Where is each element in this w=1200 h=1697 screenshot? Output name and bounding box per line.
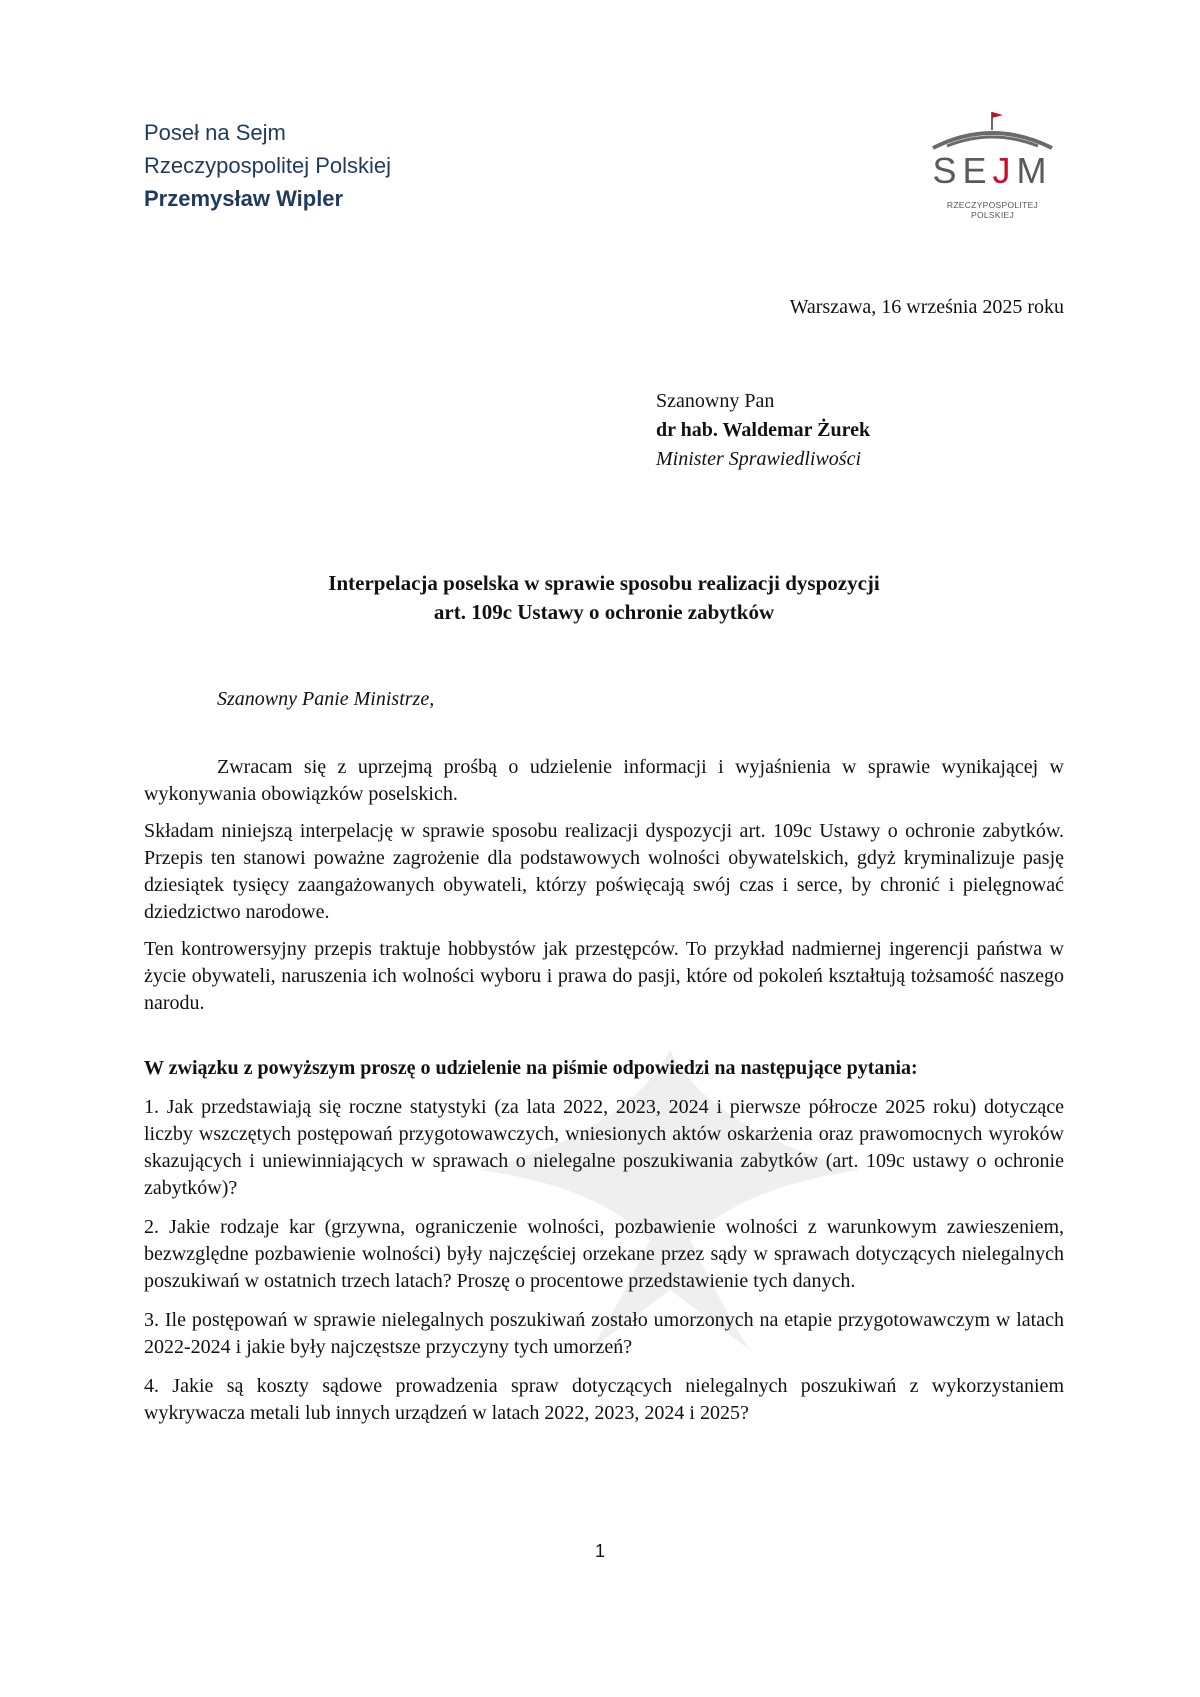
recipient-salutation: Szanowny Pan bbox=[656, 390, 775, 412]
sejm-logo bbox=[925, 110, 1060, 220]
sejm-logo-text bbox=[925, 150, 1060, 192]
sejm-logo-letters-left: SE bbox=[932, 150, 993, 191]
letter-date: Warszawa, 16 września 2025 roku bbox=[789, 296, 1064, 318]
letter-body bbox=[144, 754, 1064, 1439]
document-title bbox=[144, 569, 1064, 627]
sender-title: Poseł na Sejm bbox=[144, 120, 286, 145]
recipient-name: dr hab. Waldemar Żurek bbox=[656, 419, 871, 441]
paragraph-controversy: Ten kontrowersyjny przepis traktuje hobbystów jak przestępców. To przykład nadmiernej ingerencji państwa w życie obywateli, naruszenia ich wolności wyboru i prawa do pasji, które od pokoleń kształtują tożsamość naszego narodu. bbox=[144, 938, 1064, 1014]
title-line-2: art. 109c Ustawy o ochronie zabytków bbox=[433, 600, 775, 624]
sejm-logo-letter-red: J bbox=[992, 150, 1017, 191]
letter-salutation: Szanowny Panie Ministrze, bbox=[217, 688, 435, 710]
sejm-logo-icon bbox=[925, 110, 1060, 155]
recipient-block bbox=[656, 387, 870, 474]
question-item: 3. Ile postępowań w sprawie nielegalnych poszukiwań zostało umorzonych na etapie przygotowawczym w latach 2022-2024 i jakie były najczęstsze przyczyny tych umorzeń? bbox=[144, 1309, 1064, 1358]
page-number: 1 bbox=[594, 1541, 605, 1561]
sender-block bbox=[144, 116, 391, 215]
questions-heading: W związku z powyższym proszę o udzielenie na piśmie odpowiedzi na następujące pytania: bbox=[144, 1057, 918, 1079]
question-item: 4. Jakie są koszty sądowe prowadzenia spraw dotyczących nielegalnych poszukiwań z wykorzystaniem wykrywacza metali lub innych urządzeń w latach 2022, 2023, 2024 i 2025? bbox=[144, 1375, 1064, 1424]
title-line-1: Interpelacja poselska w sprawie sposobu realizacji dyspozycji bbox=[328, 571, 880, 595]
question-item: 1. Jak przedstawiają się roczne statystyki (za lata 2022, 2023, 2024 i pierwsze półrocze 2025 roku) dotyczące liczby wszczętych postępowań przygotowawczych, wniesionych aktów oskarżenia oraz prawomocnych wyroków skazujących i uniewinniających w sprawach o nielegalne poszukiwania zabytków (art. 109c ustawy o ochronie zabytków)? bbox=[144, 1096, 1064, 1199]
paragraph-intro: Zwracam się z uprzejmą prośbą o udzielenie informacji i wyjaśnienia w sprawie wynikającej w wykonywania obowiązków poselskich. bbox=[144, 756, 1064, 805]
paragraph-interpellation: Składam niniejszą interpelację w sprawie sposobu realizacji dyspozycji art. 109c Ustawy o ochronie zabytków. Przepis ten stanowi poważne zagrożenie dla podstawowych wolności obywatelskich, gdyż kryminalizuje pasję dziesiątek tysięcy zaangażowanych obywateli, którzy poświęcają swój czas i serce, by chronić i pielęgnować dziedzictwo narodowe. bbox=[144, 820, 1064, 923]
sender-country: Rzeczypospolitej Polskiej bbox=[144, 153, 391, 178]
sejm-logo-subtitle: RZECZYPOSPOLITEJ POLSKIEJ bbox=[946, 200, 1039, 220]
sejm-logo-letter-right: M bbox=[1016, 150, 1053, 191]
question-item: 2. Jakie rodzaje kar (grzywna, ograniczenie wolności, pozbawienie wolności z warunkowym zawieszeniem, bezwzględne pozbawienie wolności) były najczęściej orzekane przez sądy w sprawach dotyczących nielegalnych poszukiwań w ostatnich trzech latach? Proszę o procentowe przedstawienie tych danych. bbox=[144, 1216, 1064, 1292]
sender-name: Przemysław Wipler bbox=[144, 186, 344, 211]
recipient-role: Minister Sprawiedliwości bbox=[656, 448, 861, 470]
